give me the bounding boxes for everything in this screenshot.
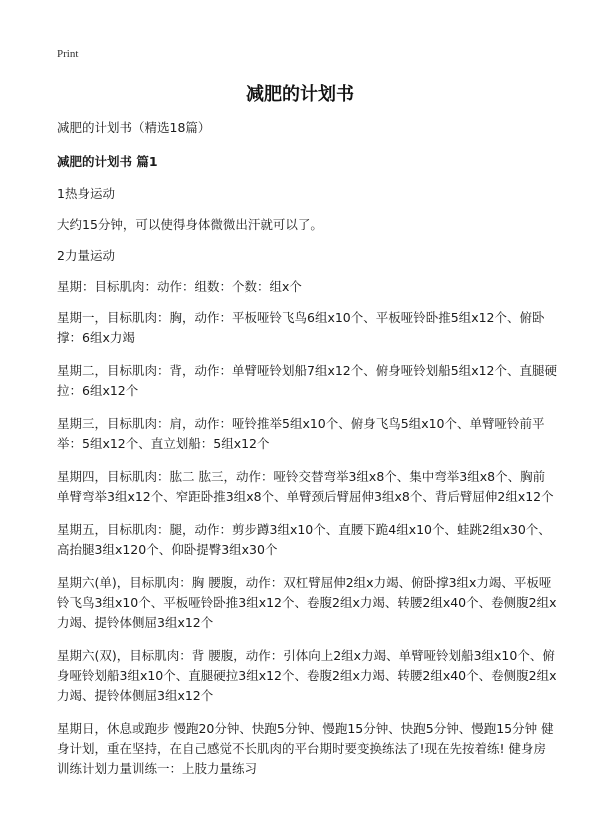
paragraph-friday: 星期五，目标肌肉：腿，动作：剪步蹲3组x10个、直腰下跪4组x10个、蛙跳2组x30个、高抬腿3组x120个、仰卧提臀3组x30个 <box>57 522 551 557</box>
document-subtitle: 减肥的计划书（精选18篇） <box>57 120 211 135</box>
paragraph-wednesday: 星期三，目标肌肉：肩，动作：哑铃推举5组x10个、俯身飞鸟5组x10个、单臂哑铃前平举：5组x12个、直立划船：5组x12个 <box>57 416 545 451</box>
document-body <box>57 118 557 790</box>
paragraph-sunday: 星期日，休息或跑步 慢跑20分钟、快跑5分钟、慢跑15分钟、快跑5分钟、慢跑15分钟 健身计划，重在坚持，在自己感觉不长肌肉的平台期时要变换练法了!现在先按着练! 健身房训练计划力量训练一：上肢力量练习 <box>57 721 554 776</box>
paragraph-warmup-text: 大约15分钟，可以使得身体微微出汗就可以了。 <box>57 217 323 232</box>
paragraph-schedule-header: 星期：目标肌肉：动作：组数：个数：组x个 <box>57 279 302 294</box>
paragraph-thursday: 星期四，目标肌肉：肱二 肱三，动作：哑铃交替弯举3组x8个、集中弯举3组x8个、胸前单臂弯举3组x12个、窄距卧推3组x8个、单臂颈后臂屈伸3组x8个、背后臂屈伸2组x12个 <box>57 469 554 504</box>
paragraph-warmup-heading: 1热身运动 <box>57 186 115 201</box>
paragraph-saturday-even: 星期六(双)，目标肌肉：背 腰腹，动作：引体向上2组x力竭、单臂哑铃划船3组x10个、俯身哑铃划船3组x10个、直腿硬拉3组x12个、卷腹2组x力竭、转腰2组x40个、卷侧腹2组x力竭、提铃体侧屈3组x12个 <box>57 648 557 703</box>
paragraph-strength-heading: 2力量运动 <box>57 248 115 263</box>
paragraph-monday: 星期一，目标肌肉：胸，动作：平板哑铃飞鸟6组x10个、平板哑铃卧推5组x12个、俯卧撑：6组x力竭 <box>57 310 545 345</box>
print-label: Print <box>57 48 79 60</box>
section-heading: 减肥的计划书 篇1 <box>57 154 158 169</box>
paragraph-saturday-odd: 星期六(单)，目标肌肉：胸 腰腹，动作：双杠臂屈伸2组x力竭、俯卧撑3组x力竭、平板哑铃飞鸟3组x10个、平板哑铃卧推3组x12个、卷腹2组x力竭、转腰2组x40个、卷侧腹2组x力竭、提铃体侧屈3组x12个 <box>57 575 557 630</box>
document-title: 减肥的计划书 <box>246 84 354 105</box>
paragraph-tuesday: 星期二，目标肌肉：背，动作：单臂哑铃划船7组x12个、俯身哑铃划船5组x12个、直腿硬拉：6组x12个 <box>57 363 558 398</box>
